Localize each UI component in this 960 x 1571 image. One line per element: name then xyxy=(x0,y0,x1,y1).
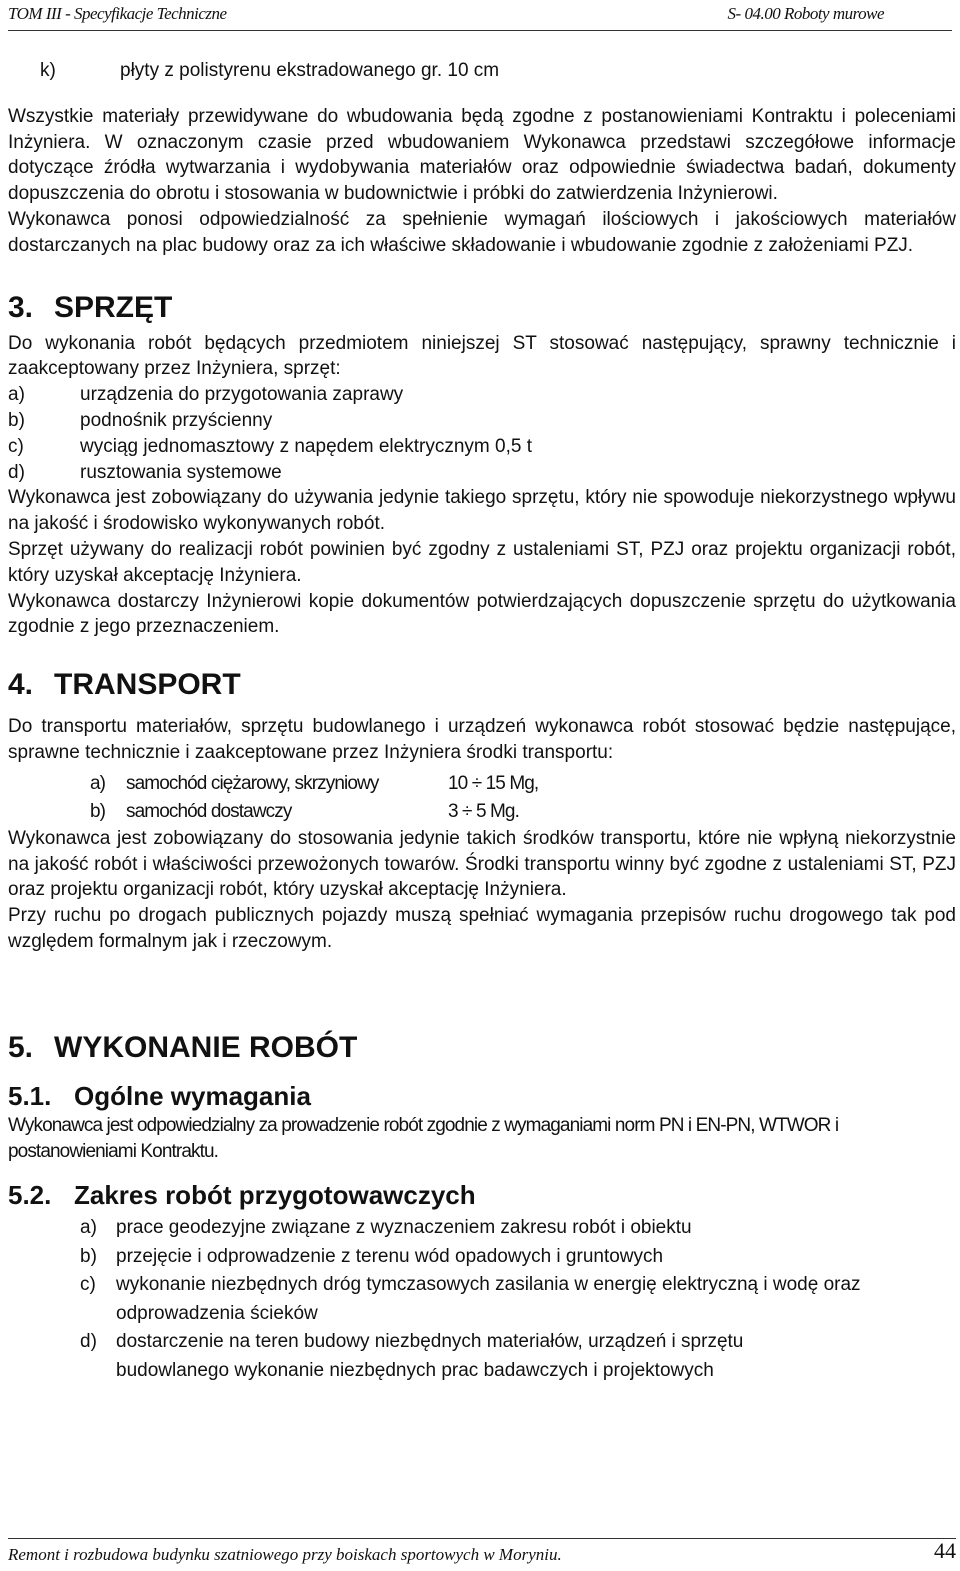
subsection-title: Ogólne wymagania xyxy=(74,1080,311,1111)
paragraph-transport-requirements: Wykonawca jest zobowiązany do stosowania jedynie takich środków transportu, które nie wpłyną niekorzystnie na jakość robót i właściwości przewożonych towarów. Środki transportu winny być zgodne z ustaleniami ST, PZJ oraz projektu organizacji robót, który uzyskał akceptację Inżyniera. xyxy=(8,827,956,901)
paragraph-equipment-documents: Wykonawca dostarczy Inżynierowi kopie dokumentów potwierdzających dopuszczenie sprzętu do użytkowania zgodnie z jego przeznaczeniem. xyxy=(8,590,956,638)
list-text: wykonanie niezbędnych dróg tymczasowych zasilania w energię elektryczną i wodę oraz odprowadzenia ścieków xyxy=(116,1274,861,1324)
list-label: k) xyxy=(40,60,56,81)
page-footer xyxy=(8,1538,956,1564)
section-title: TRANSPORT xyxy=(54,668,241,702)
list-text: urządzenia do przygotowania zaprawy xyxy=(80,384,404,406)
list-item xyxy=(40,58,956,84)
subsection-number: 5.2. xyxy=(8,1180,52,1211)
paragraph-responsibility: Wykonawca ponosi odpowiedzialność za spełnienie wymagań ilościowych i jakościowych materiałów dostarczanych na plac budowy oraz za ich właściwe składowanie i wbudowanie zgodnie z założeniami PZJ. xyxy=(8,208,956,256)
list-text: rusztowania systemowe xyxy=(80,461,282,483)
paragraph-transport-intro: Do transportu materiałów, sprzętu budowlanego i urządzeń wykonawca robót stosować będzie następujące, sprawne technicznie i zaakceptowane przez Inżyniera środki transportu: xyxy=(8,716,956,763)
section-number: 5. xyxy=(8,1030,34,1064)
list-label: a) xyxy=(80,1217,97,1239)
list-text: wyciąg jednomasztowy z napędem elektrycznym 0,5 t xyxy=(80,435,532,457)
list-label: b) xyxy=(8,409,25,431)
list-item xyxy=(8,382,956,408)
list-label: b) xyxy=(80,1245,97,1267)
list-value: 10 ÷ 15 Mg, xyxy=(448,772,539,794)
list-label: c) xyxy=(8,435,24,457)
list-text: płyty z polistyrenu ekstradowanego gr. 10 cm xyxy=(120,60,500,81)
list-item xyxy=(8,460,956,486)
preparatory-works-list xyxy=(8,1214,956,1385)
subsection-heading-general xyxy=(8,1081,956,1111)
paragraph-transport-roads: Przy ruchu po drogach publicznych pojazdy muszą spełniać wymagania przepisów ruchu drogowego tak pod względem formalnym jak i rzeczowym. xyxy=(8,905,956,952)
section-heading-equipment xyxy=(8,291,956,325)
list-item xyxy=(80,1328,956,1385)
section-title: SPRZĘT xyxy=(54,290,173,324)
list-text: prace geodezyjne związane z wyznaczeniem zakresu robót i obiektu xyxy=(116,1217,692,1239)
list-item xyxy=(8,408,956,434)
list-label: a) xyxy=(90,772,106,794)
list-label: d) xyxy=(80,1331,97,1353)
section-heading-transport xyxy=(8,668,956,702)
list-text: samochód ciężarowy, skrzyniowy xyxy=(126,772,379,794)
list-label: d) xyxy=(8,461,25,483)
paragraph-equipment-compliance: Sprzęt używany do realizacji robót powinien być zgodny z ustaleniami ST, PZJ oraz projektu organizacji robót, który uzyskał akceptację Inżyniera. xyxy=(8,538,956,586)
list-text: przejęcie i odprowadzenie z terenu wód opadowych i gruntowych xyxy=(116,1245,664,1267)
page-header xyxy=(8,0,952,31)
subsection-number: 5.1. xyxy=(8,1080,52,1111)
page-number: 44 xyxy=(934,1538,956,1563)
section-heading-works xyxy=(8,1031,956,1065)
footer-project-title: Remont i rozbudowa budynku szatniowego przy boiskach sportowych w Moryniu. xyxy=(8,1545,562,1564)
header-volume-title: TOM III - Specyfikacje Techniczne xyxy=(8,4,227,23)
paragraph-equipment-use: Wykonawca jest zobowiązany do używania jedynie takiego sprzętu, który nie spowoduje niekorzystnego wpływu na jakość i środowisko wykonywanych robót. xyxy=(8,487,956,535)
list-text: podnośnik przyścienny xyxy=(80,409,273,431)
subsection-title: Zakres robót przygotowawczych xyxy=(74,1180,476,1211)
document-body xyxy=(8,58,956,1385)
section-number: 4. xyxy=(8,668,34,702)
list-item xyxy=(80,1243,956,1272)
subsection-heading-preparatory xyxy=(8,1180,956,1210)
list-item xyxy=(80,1214,956,1243)
paragraph-materials: Wszystkie materiały przewidywane do wbudowania będą zgodne z postanowieniami Kontraktu i poleceniami Inżyniera. W oznaczonym czasie przed wbudowaniem Wykonawca przedstawi szczegółowe informacje dotyczące źródła wytwarzania i wydobywania materiałów oraz odpowiednie świadectwa badań, dokumenty dopuszczenia do obrotu i stosowania w budownictwie i próbki do zatwierdzenia Inżynierowi. xyxy=(8,105,956,205)
list-text: dostarczenie na teren budowy niezbędnych materiałów, urządzeń i sprzętu budowlanego wykonanie niezbędnych prac badawczych i projektowych xyxy=(116,1331,744,1381)
list-text: samochód dostawczy xyxy=(126,800,292,822)
section-title: WYKONANIE ROBÓT xyxy=(54,1030,358,1064)
paragraph-equipment-intro: Do wykonania robót będących przedmiotem niniejszej ST stosować następujący, sprawny technicznie i zaakceptowany przez Inżyniera, sprzęt: xyxy=(8,332,956,380)
header-section-title: S- 04.00 Roboty murowe xyxy=(727,4,884,23)
section-number: 3. xyxy=(8,290,34,324)
list-label: b) xyxy=(90,800,106,822)
paragraph-general-requirements: Wykonawca jest odpowiedzialny za prowadzenie robót zgodnie z wymaganiami norm PN i EN-PN, WTWOR i postanowieniami Kontraktu. xyxy=(8,1114,839,1162)
list-label: c) xyxy=(80,1274,96,1296)
list-item xyxy=(90,798,956,826)
list-label: a) xyxy=(8,384,25,406)
list-item xyxy=(80,1271,956,1328)
list-value: 3 ÷ 5 Mg. xyxy=(448,800,519,822)
list-item xyxy=(90,770,956,798)
list-item xyxy=(8,434,956,460)
